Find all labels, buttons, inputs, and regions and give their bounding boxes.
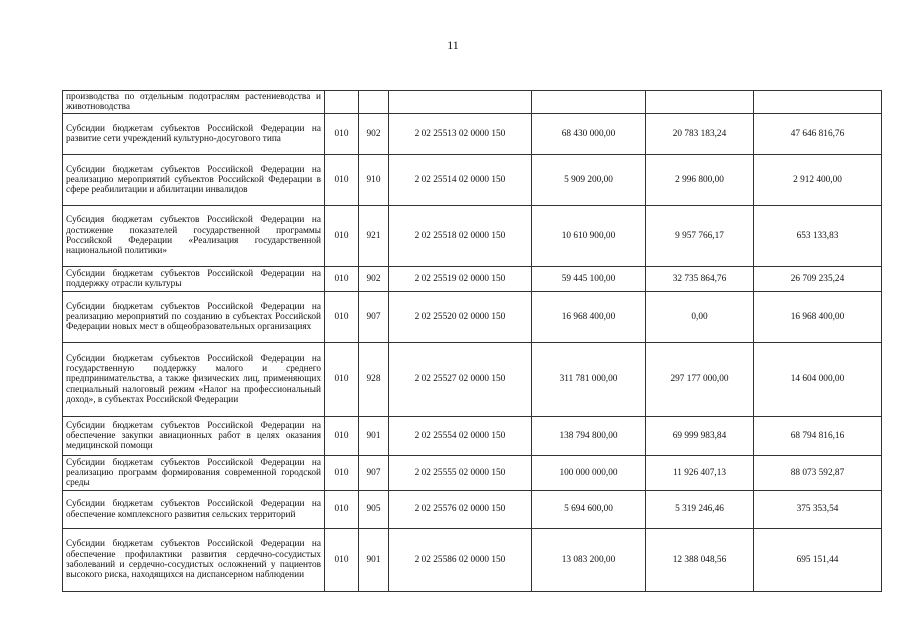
budget-code-cell: 2 02 25518 02 0000 150 xyxy=(389,206,532,267)
chief-admin-cell: 905 xyxy=(359,491,389,529)
remaining-amount-cell xyxy=(754,91,882,114)
table-row xyxy=(63,114,882,155)
table-row xyxy=(63,343,882,417)
remaining-amount-cell: 88 073 592,87 xyxy=(754,456,882,491)
executed-amount-cell: 12 388 048,56 xyxy=(646,529,754,592)
subsidy-name-cell: Субсидия бюджетам субъектов Российской Федерации на достижение показателей государственной программы Российской Федерации «Реализация государственной национальной политики» xyxy=(63,206,325,267)
plan-amount-cell: 311 781 000,00 xyxy=(532,343,646,417)
remaining-amount-cell: 26 709 235,24 xyxy=(754,267,882,292)
admin-code-cell: 010 xyxy=(325,267,359,292)
chief-admin-cell: 901 xyxy=(359,529,389,592)
page-number: 11 xyxy=(447,38,459,52)
subsidy-name-cell: Субсидии бюджетам субъектов Российской Федерации на обеспечение закупки авиационных работ в целях оказания медицинской помощи xyxy=(63,417,325,456)
table-row xyxy=(63,491,882,529)
budget-code-cell: 2 02 25514 02 0000 150 xyxy=(389,155,532,206)
chief-admin-cell: 907 xyxy=(359,456,389,491)
budget-code-cell: 2 02 25555 02 0000 150 xyxy=(389,456,532,491)
subsidy-name-cell: Субсидии бюджетам субъектов Российской Федерации на обеспечение профилактики развития сердечно-сосудистых заболеваний и сердечно-сосудистых осложнений у пациентов высокого риска, находящихся на диспансерном наблюдении xyxy=(63,529,325,592)
subsidy-name-cell: Субсидии бюджетам субъектов Российской Федерации на обеспечение комплексного развития сельских территорий xyxy=(63,491,325,529)
budget-table xyxy=(62,90,882,592)
table-row xyxy=(63,155,882,206)
chief-admin-cell: 902 xyxy=(359,267,389,292)
plan-amount-cell: 5 909 200,00 xyxy=(532,155,646,206)
budget-code-cell: 2 02 25554 02 0000 150 xyxy=(389,417,532,456)
subsidy-name-cell: Субсидии бюджетам субъектов Российской Федерации на реализацию программ формирования современной городской среды xyxy=(63,456,325,491)
subsidy-name-cell: производства по отдельным подотраслям растениеводства и животноводства xyxy=(63,91,325,114)
admin-code-cell: 010 xyxy=(325,343,359,417)
subsidy-name-cell: Субсидии бюджетам субъектов Российской Федерации на государственную поддержку малого и среднего предпринимательства, а также физических лиц, применяющих специальный налоговый режим «Налог на профессиональный доход», в субъектах Российской Федерации xyxy=(63,343,325,417)
table-row xyxy=(63,529,882,592)
admin-code-cell xyxy=(325,91,359,114)
chief-admin-cell: 907 xyxy=(359,292,389,343)
plan-amount-cell: 68 430 000,00 xyxy=(532,114,646,155)
table-row xyxy=(63,206,882,267)
plan-amount-cell: 10 610 900,00 xyxy=(532,206,646,267)
table-row xyxy=(63,417,882,456)
budget-code-cell: 2 02 25586 02 0000 150 xyxy=(389,529,532,592)
remaining-amount-cell: 16 968 400,00 xyxy=(754,292,882,343)
executed-amount-cell: 9 957 766,17 xyxy=(646,206,754,267)
chief-admin-cell: 928 xyxy=(359,343,389,417)
budget-code-cell: 2 02 25519 02 0000 150 xyxy=(389,267,532,292)
executed-amount-cell: 297 177 000,00 xyxy=(646,343,754,417)
remaining-amount-cell: 47 646 816,76 xyxy=(754,114,882,155)
executed-amount-cell: 69 999 983,84 xyxy=(646,417,754,456)
admin-code-cell: 010 xyxy=(325,529,359,592)
budget-code-cell: 2 02 25520 02 0000 150 xyxy=(389,292,532,343)
chief-admin-cell: 921 xyxy=(359,206,389,267)
admin-code-cell: 010 xyxy=(325,491,359,529)
executed-amount-cell: 0,00 xyxy=(646,292,754,343)
budget-code-cell: 2 02 25513 02 0000 150 xyxy=(389,114,532,155)
admin-code-cell: 010 xyxy=(325,114,359,155)
remaining-amount-cell: 653 133,83 xyxy=(754,206,882,267)
admin-code-cell: 010 xyxy=(325,292,359,343)
plan-amount-cell: 16 968 400,00 xyxy=(532,292,646,343)
remaining-amount-cell: 14 604 000,00 xyxy=(754,343,882,417)
chief-admin-cell: 910 xyxy=(359,155,389,206)
executed-amount-cell: 11 926 407,13 xyxy=(646,456,754,491)
plan-amount-cell xyxy=(532,91,646,114)
executed-amount-cell: 20 783 183,24 xyxy=(646,114,754,155)
plan-amount-cell: 13 083 200,00 xyxy=(532,529,646,592)
admin-code-cell: 010 xyxy=(325,417,359,456)
executed-amount-cell: 5 319 246,46 xyxy=(646,491,754,529)
table-row xyxy=(63,292,882,343)
admin-code-cell: 010 xyxy=(325,206,359,267)
admin-code-cell: 010 xyxy=(325,456,359,491)
chief-admin-cell: 902 xyxy=(359,114,389,155)
plan-amount-cell: 59 445 100,00 xyxy=(532,267,646,292)
table-row xyxy=(63,456,882,491)
budget-code-cell xyxy=(389,91,532,114)
remaining-amount-cell: 68 794 816,16 xyxy=(754,417,882,456)
budget-code-cell: 2 02 25527 02 0000 150 xyxy=(389,343,532,417)
chief-admin-cell xyxy=(359,91,389,114)
admin-code-cell: 010 xyxy=(325,155,359,206)
executed-amount-cell: 32 735 864,76 xyxy=(646,267,754,292)
executed-amount-cell xyxy=(646,91,754,114)
remaining-amount-cell: 695 151,44 xyxy=(754,529,882,592)
remaining-amount-cell: 2 912 400,00 xyxy=(754,155,882,206)
executed-amount-cell: 2 996 800,00 xyxy=(646,155,754,206)
subsidy-name-cell: Субсидии бюджетам субъектов Российской Федерации на поддержку отрасли культуры xyxy=(63,267,325,292)
plan-amount-cell: 138 794 800,00 xyxy=(532,417,646,456)
chief-admin-cell: 901 xyxy=(359,417,389,456)
subsidy-name-cell: Субсидии бюджетам субъектов Российской Федерации на реализацию мероприятий субъектов Российской Федерации в сфере реабилитации и абилитации инвалидов xyxy=(63,155,325,206)
table-row xyxy=(63,267,882,292)
remaining-amount-cell: 375 353,54 xyxy=(754,491,882,529)
plan-amount-cell: 100 000 000,00 xyxy=(532,456,646,491)
subsidy-name-cell: Субсидии бюджетам субъектов Российской Федерации на развитие сети учреждений культурно-досугового типа xyxy=(63,114,325,155)
budget-code-cell: 2 02 25576 02 0000 150 xyxy=(389,491,532,529)
plan-amount-cell: 5 694 600,00 xyxy=(532,491,646,529)
subsidy-name-cell: Субсидии бюджетам субъектов Российской Федерации на реализацию мероприятий по созданию в субъектах Российской Федерации новых мест в общеобразовательных организациях xyxy=(63,292,325,343)
table-row xyxy=(63,91,882,114)
